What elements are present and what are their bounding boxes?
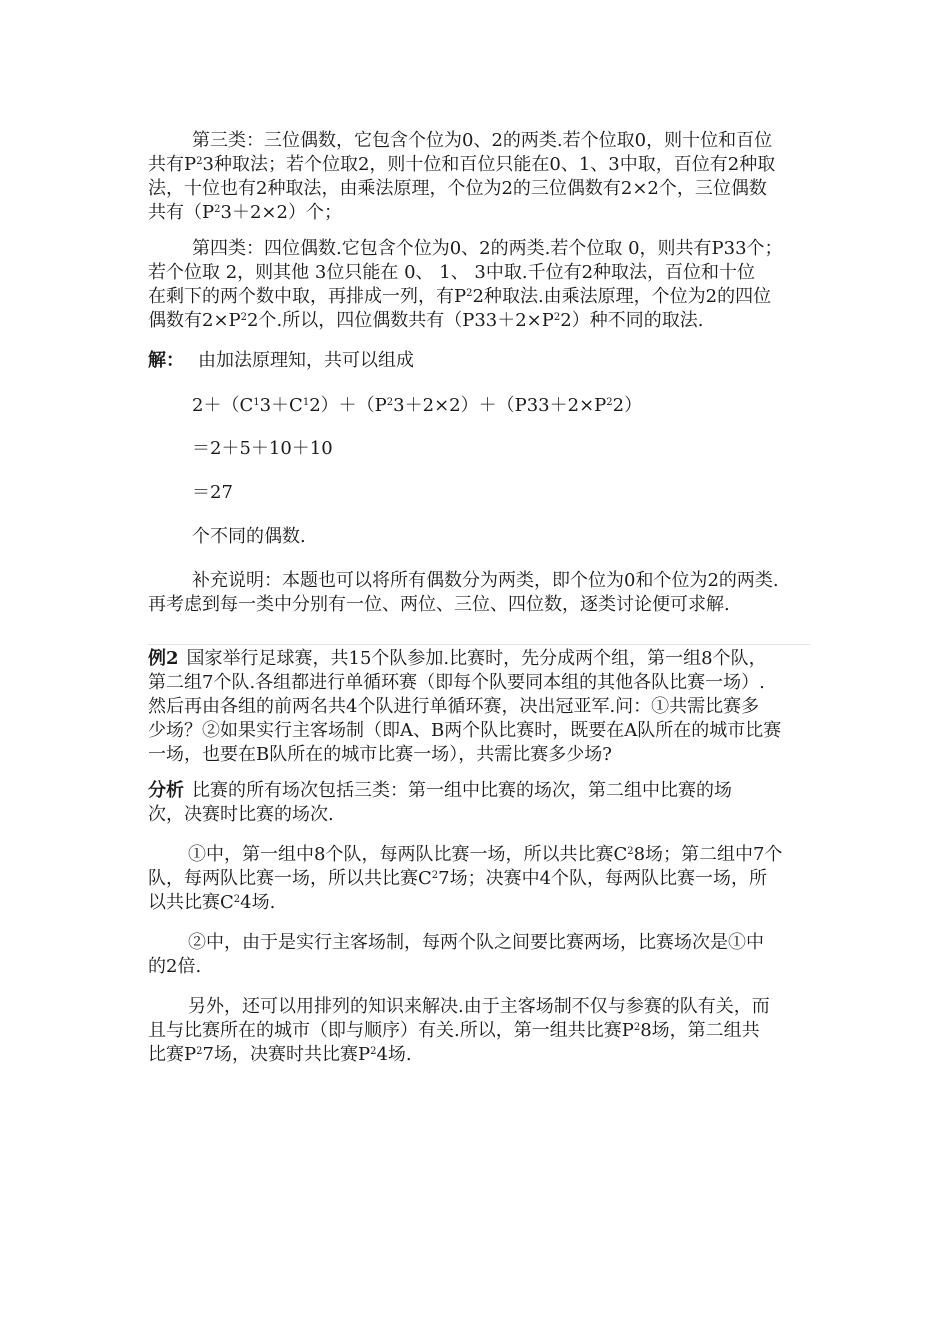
analysis-p2-line-1: ②中，由于是实行主客场制，每两个队之间要比赛两场，比赛场次是①中 bbox=[188, 932, 764, 953]
solution-label: 解： bbox=[148, 350, 184, 371]
part3-line-2: 共有$P^23$种取法；若个位取2，则十位和百位只能在0、1、3中取，百位有2种取 bbox=[148, 154, 776, 175]
analysis-p1-line-1: ①中，第一组中8个队，每两队比赛一场，所以共比赛$C^28$场；第二组中7个 bbox=[188, 844, 783, 865]
analysis-p1-line-3: 以共比赛$C^24$场. bbox=[148, 892, 276, 913]
solution-equation-1: $2+(C^13+C^12)+(P^23+2\times 2)+(P33+2\times P^22)$ bbox=[192, 395, 643, 416]
analysis-line-1: 分析 比赛的所有场次包括三类：第一组中比赛的场次，第二组中比赛的场 bbox=[148, 780, 732, 801]
solution-tail: 个不同的偶数. bbox=[192, 526, 306, 547]
example2-line-1: 例2 国家举行足球赛，共15个队参加.比赛时，先分成两个组，第一组8个队， bbox=[148, 648, 767, 669]
analysis-p1-line-2: 队，每两队比赛一场，所以共比赛$C^27$场；决赛中4个队，每两队比赛一场，所 bbox=[148, 868, 768, 889]
example2-line-4: 少场？②如果实行主客场制（即A、B两个队比赛时，既要在A队所在的城市比赛 bbox=[148, 720, 782, 741]
note-line-2: 再考虑到每一类中分别有一位、两位、三位、四位数，逐类讨论便可求解. bbox=[148, 594, 730, 615]
part4-line-4: 偶数有$2\times P^22$个.所以，四位偶数共有$(P33+2\times P^22)$种不同的取法. bbox=[148, 310, 704, 331]
solution-equation-2: ＝2＋5＋10＋10 bbox=[192, 438, 333, 459]
analysis-p3-line-1: 另外，还可以用排列的知识来解决.由于主客场制不仅与参赛的队有关，而 bbox=[188, 996, 770, 1017]
note-line-1: 补充说明：本题也可以将所有偶数分为两类，即个位为0和个位为2的两类. bbox=[192, 570, 779, 591]
analysis-p3-line-2: 且与比赛所在的城市（即与顺序）有关.所以，第一组共比赛$P^28$场，第二组共 bbox=[148, 1020, 760, 1041]
part4-line-3: 在剩下的两个数中取，再排成一列，有$P^22$种取法.由乘法原理，个位为2的四位 bbox=[148, 286, 772, 307]
example2-label: 例2 bbox=[148, 648, 179, 669]
analysis-p2-line-2: 的2倍. bbox=[148, 956, 202, 977]
part3-line-3: 法，十位也有2种取法，由乘法原理，个位为2的三位偶数有2×2个，三位偶数 bbox=[148, 178, 767, 199]
solution-intro-line: 解： 由加法原理知，共可以组成 bbox=[148, 350, 414, 371]
section-divider bbox=[148, 644, 810, 645]
analysis-line-2: 次，决赛时比赛的场次. bbox=[148, 804, 334, 825]
example2-line-2: 第二组7个队.各组都进行单循环赛（即每个队要同本组的其他各队比赛一场）. bbox=[148, 672, 765, 693]
part3-line-4: 共有$(P^23+2\times 2)$个； bbox=[148, 202, 342, 223]
part3-line-1: 第三类：三位偶数，它包含个位为0、2的两类.若个位取0，则十位和百位 bbox=[192, 130, 773, 151]
part4-line-1: 第四类：四位偶数.它包含个位为0、2的两类.若个位取 0，则共有P33个； bbox=[192, 238, 783, 259]
part4-line-2: 若个位取 2，则其他 3位只能在 0、 1、 3中取.千位有2种取法，百位和十位 bbox=[148, 262, 756, 283]
example2-line-3: 然后再由各组的前两名共4个队进行单循环赛，决出冠亚军.问：①共需比赛多 bbox=[148, 696, 760, 717]
analysis-p3-line-3: 比赛$P^27$场，决赛时共比赛$P^24$场. bbox=[148, 1044, 412, 1065]
example2-line-5: 一场，也要在B队所在的城市比赛一场），共需比赛多少场? bbox=[148, 744, 612, 765]
analysis-label: 分析 bbox=[148, 780, 184, 801]
solution-equation-3: ＝27 bbox=[192, 482, 233, 503]
